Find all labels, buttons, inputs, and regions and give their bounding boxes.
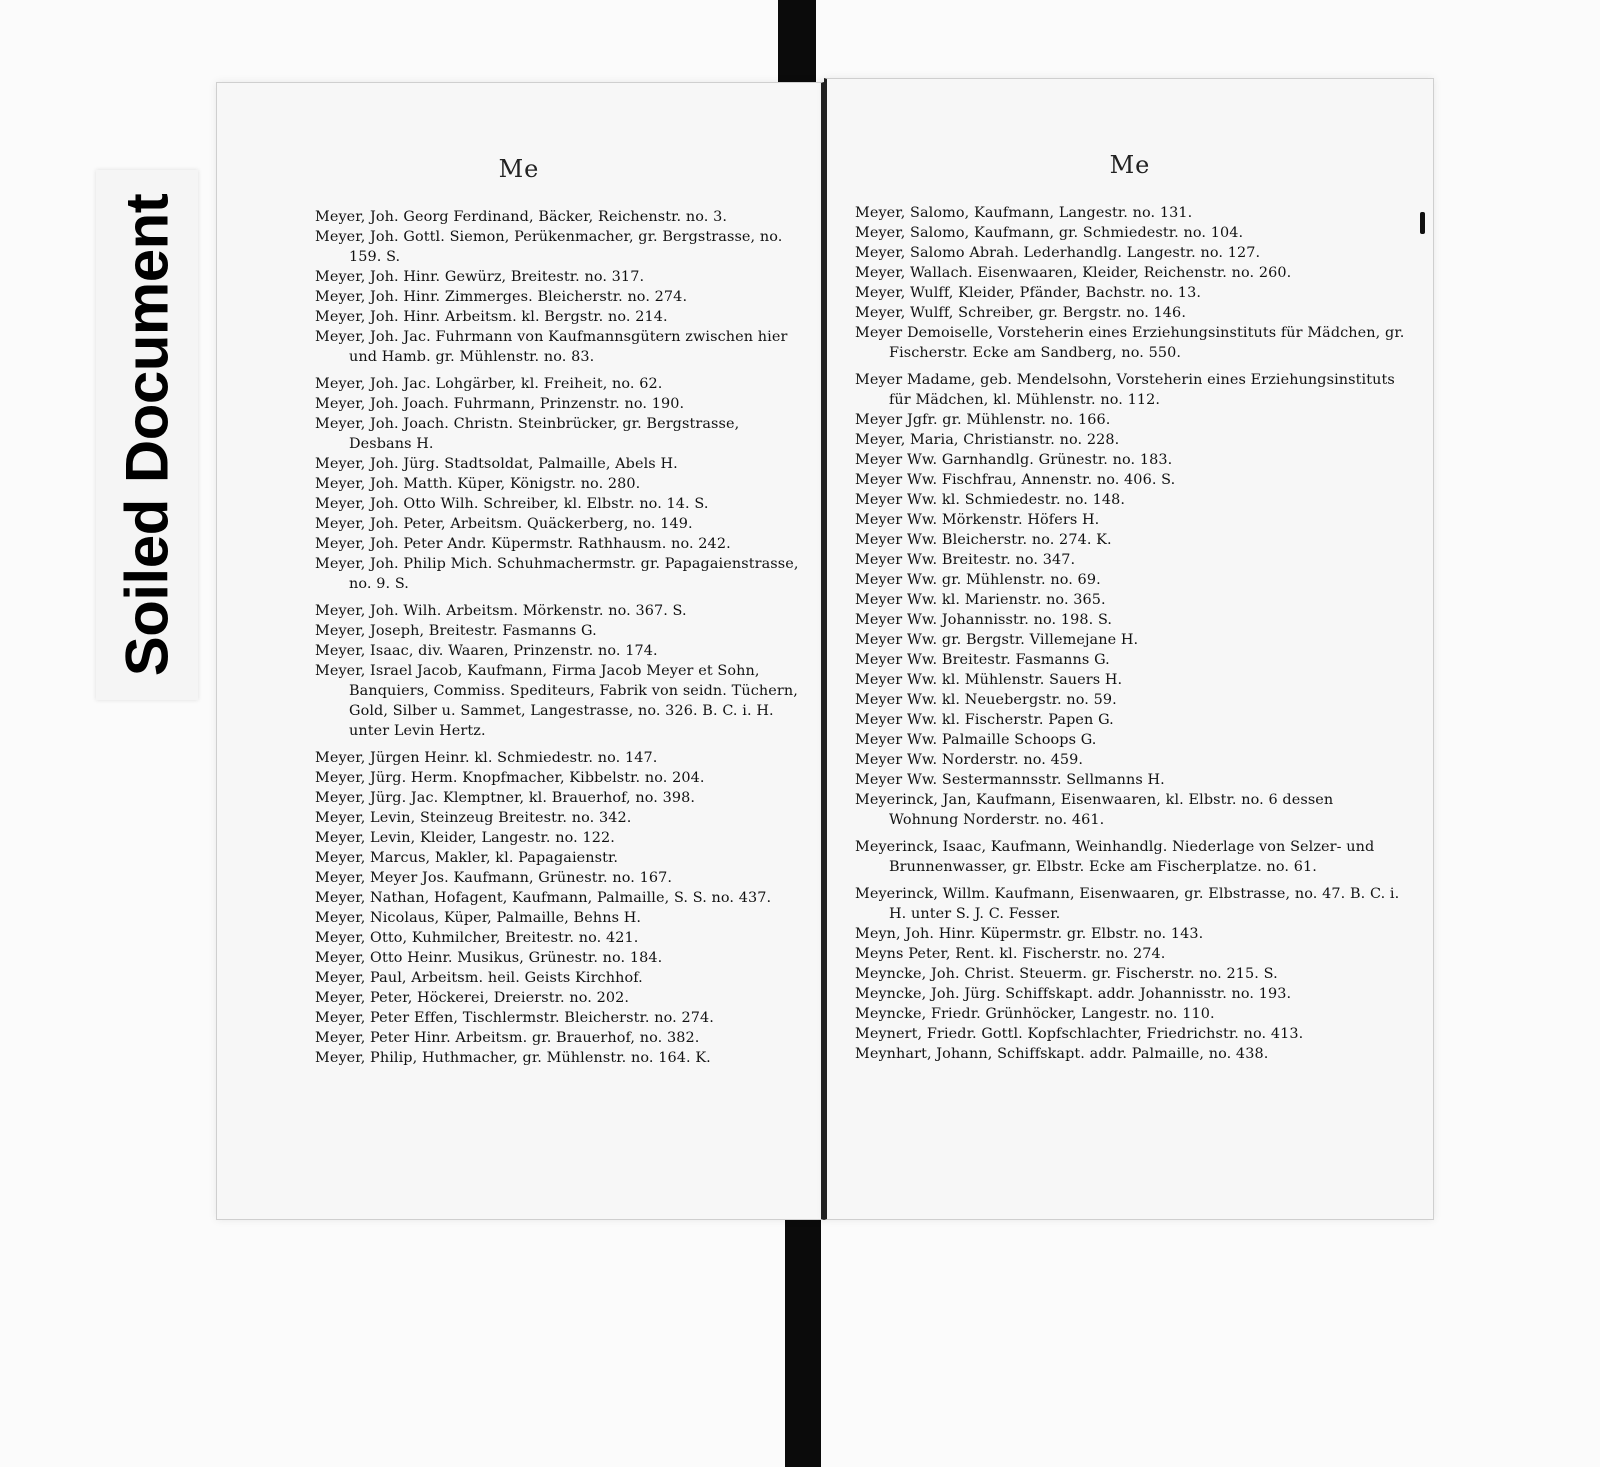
right-page <box>824 78 1434 1220</box>
directory-entry: Meyer, Wallach. Eisenwaaren, Kleider, Reichenstr. no. 260. <box>855 265 1292 281</box>
directory-entry: Meyer, Joh. Gottl. Siemon, Perükenmacher, gr. Bergstrasse, no. 159. S. <box>315 229 783 265</box>
directory-entry: Meyer, Salomo, Kaufmann, Langestr. no. 131. <box>855 205 1193 221</box>
directory-entry: Meyer, Meyer Jos. Kaufmann, Grünestr. no. 167. <box>315 870 673 886</box>
directory-entry: Meyer Madame, geb. Mendelsohn, Vorsteherin eines Erziehungsinstituts für Mädchen, kl. Mühlenstr. no. 112. <box>855 372 1395 408</box>
directory-entry: Meyer, Otto Heinr. Musikus, Grünestr. no. 184. <box>315 950 663 966</box>
directory-entry: Meyer Ww. Garnhandlg. Grünestr. no. 183. <box>855 452 1173 468</box>
directory-entry: Meyer, Joh. Hinr. Zimmerges. Bleicherstr. no. 274. <box>315 289 688 305</box>
directory-entry: Meyer, Maria, Christianstr. no. 228. <box>855 432 1120 448</box>
right-entry-list <box>855 203 1407 1064</box>
directory-entry: Meyer, Joh. Georg Ferdinand, Bäcker, Reichenstr. no. 3. <box>315 209 728 225</box>
directory-entry: Meyer Ww. Fischfrau, Annenstr. no. 406. S. <box>855 472 1176 488</box>
directory-entry: Meyer, Jürgen Heinr. kl. Schmiedestr. no. 147. <box>315 750 658 766</box>
directory-entry: Meyer Jgfr. gr. Mühlenstr. no. 166. <box>855 412 1111 428</box>
directory-entry: Meyer, Peter Hinr. Arbeitsm. gr. Brauerhof, no. 382. <box>315 1030 700 1046</box>
directory-entry: Meyer Ww. gr. Bergstr. Villemejane H. <box>855 632 1139 648</box>
left-page <box>216 82 824 1220</box>
directory-entry: Meyns Peter, Rent. kl. Fischerstr. no. 274. <box>855 946 1166 962</box>
right-page-header: Me <box>1109 151 1151 179</box>
directory-entry: Meyer, Joh. Philip Mich. Schuhmachermstr. gr. Papagaienstrasse, no. 9. S. <box>315 556 799 592</box>
directory-entry: Meyer Ww. Bleicherstr. no. 274. K. <box>855 532 1112 548</box>
directory-entry: Meyer Ww. Breitestr. no. 347. <box>855 552 1076 568</box>
directory-entry: Meyer, Isaac, div. Waaren, Prinzenstr. no. 174. <box>315 643 658 659</box>
directory-entry: Meyer, Salomo, Kaufmann, gr. Schmiedestr. no. 104. <box>855 225 1244 241</box>
directory-entry: Meyer, Joh. Jac. Lohgärber, kl. Freiheit, no. 62. <box>315 376 663 392</box>
directory-entry: Meyer, Joh. Hinr. Arbeitsm. kl. Bergstr. no. 214. <box>315 309 668 325</box>
directory-entry: Meyer Ww. Breitestr. Fasmanns G. <box>855 652 1110 668</box>
directory-entry: Meyn, Joh. Hinr. Küpermstr. gr. Elbstr. no. 143. <box>855 926 1204 942</box>
directory-entry: Meyer, Joh. Joach. Fuhrmann, Prinzenstr. no. 190. <box>315 396 685 412</box>
directory-entry: Meynert, Friedr. Gottl. Kopfschlachter, Friedrichstr. no. 413. <box>855 1026 1304 1042</box>
directory-entry: Meyncke, Friedr. Grünhöcker, Langestr. no. 110. <box>855 1006 1215 1022</box>
directory-entry: Meyer Ww. Norderstr. no. 459. <box>855 752 1084 768</box>
directory-entry: Meyer, Joh. Joach. Christn. Steinbrücker, gr. Bergstrasse, Desbans H. <box>315 416 740 452</box>
directory-entry: Meyer, Levin, Kleider, Langestr. no. 122. <box>315 830 615 846</box>
directory-entry: Meyer, Israel Jacob, Kaufmann, Firma Jacob Meyer et Sohn, Banquiers, Commiss. Spediteurs, Fabrik von seidn. Tüchern, Gold, Silber u. Sammet, Langestrasse, no. 326. B. C. i. H. unter Levin Hertz. <box>315 663 798 739</box>
directory-entry: Meyer, Jürg. Jac. Klemptner, kl. Brauerhof, no. 398. <box>315 790 696 806</box>
binding-strip-bottom <box>785 1210 821 1467</box>
directory-entry: Meyerinck, Isaac, Kaufmann, Weinhandlg. Niederlage von Selzer- und Brunnenwasser, gr. Elbstr. Ecke am Fischerplatze. no. 61. <box>855 839 1375 875</box>
directory-entry: Meyncke, Joh. Jürg. Schiffskapt. addr. Johannisstr. no. 193. <box>855 986 1292 1002</box>
binding-strip-top <box>778 0 816 82</box>
directory-entry: Meyer Ww. Palmaille Schoops G. <box>855 732 1097 748</box>
directory-entry: Meyer, Wulff, Kleider, Pfänder, Bachstr. no. 13. <box>855 285 1201 301</box>
directory-entry: Meyer, Joseph, Breitestr. Fasmanns G. <box>315 623 597 639</box>
directory-entry: Meyer Ww. kl. Mühlenstr. Sauers H. <box>855 672 1123 688</box>
directory-entry: Meyer Ww. kl. Neuebergstr. no. 59. <box>855 692 1117 708</box>
directory-entry: Meyer, Joh. Peter, Arbeitsm. Quäckerberg, no. 149. <box>315 516 693 532</box>
directory-entry: Meyer, Jürg. Herm. Knopfmacher, Kibbelstr. no. 204. <box>315 770 705 786</box>
stamp-label: Soiled Document <box>113 193 181 677</box>
directory-entry: Meyer, Joh. Hinr. Gewürz, Breitestr. no. 317. <box>315 269 645 285</box>
directory-entry: Meyer, Joh. Jürg. Stadtsoldat, Palmaille, Abels H. <box>315 456 678 472</box>
directory-entry: Meyer, Marcus, Makler, kl. Papagaienstr. <box>315 850 619 866</box>
directory-entry: Meyer Ww. kl. Fischerstr. Papen G. <box>855 712 1114 728</box>
directory-entry: Meyer Ww. Mörkenstr. Höfers H. <box>855 512 1100 528</box>
directory-entry: Meyer, Philip, Huthmacher, gr. Mühlenstr. no. 164. K. <box>315 1050 711 1066</box>
soiled-document-stamp <box>96 170 198 700</box>
directory-entry: Meyer, Joh. Matth. Küper, Königstr. no. 280. <box>315 476 641 492</box>
directory-entry: Meyer, Paul, Arbeitsm. heil. Geists Kirchhof. <box>315 970 643 986</box>
directory-entry: Meyer Ww. Johannisstr. no. 198. S. <box>855 612 1113 628</box>
directory-entry: Meyncke, Joh. Christ. Steuerm. gr. Fischerstr. no. 215. S. <box>855 966 1278 982</box>
directory-entry: Meyer, Nicolaus, Küper, Palmaille, Behns H. <box>315 910 642 926</box>
directory-entry: Meynhart, Johann, Schiffskapt. addr. Palmaille, no. 438. <box>855 1046 1269 1062</box>
directory-entry: Meyerinck, Jan, Kaufmann, Eisenwaaren, kl. Elbstr. no. 6 dessen Wohnung Norderstr. no. 461. <box>855 792 1334 828</box>
directory-entry: Meyerinck, Willm. Kaufmann, Eisenwaaren, gr. Elbstrasse, no. 47. B. C. i. H. unter S. J. C. Fesser. <box>855 886 1400 922</box>
directory-entry: Meyer, Nathan, Hofagent, Kaufmann, Palmaille, S. S. no. 437. <box>315 890 772 906</box>
directory-entry: Meyer, Joh. Otto Wilh. Schreiber, kl. Elbstr. no. 14. S. <box>315 496 709 512</box>
directory-entry: Meyer, Otto, Kuhmilcher, Breitestr. no. 421. <box>315 930 639 946</box>
directory-entry: Meyer, Joh. Jac. Fuhrmann von Kaufmannsgütern zwischen hier und Hamb. gr. Mühlenstr. no. 83. <box>315 329 788 365</box>
directory-entry: Meyer Ww. kl. Schmiedestr. no. 148. <box>855 492 1126 508</box>
directory-entry: Meyer, Salomo Abrah. Lederhandlg. Langestr. no. 127. <box>855 245 1261 261</box>
left-page-header: Me <box>498 155 540 183</box>
directory-entry: Meyer, Peter Effen, Tischlermstr. Bleicherstr. no. 274. <box>315 1010 714 1026</box>
directory-entry: Meyer Ww. kl. Marienstr. no. 365. <box>855 592 1106 608</box>
directory-entry: Meyer Ww. gr. Mühlenstr. no. 69. <box>855 572 1101 588</box>
left-entry-list <box>315 207 799 1068</box>
directory-entry: Meyer, Joh. Wilh. Arbeitsm. Mörkenstr. no. 367. S. <box>315 603 687 619</box>
ink-mark <box>1420 212 1425 234</box>
directory-entry: Meyer, Levin, Steinzeug Breitestr. no. 342. <box>315 810 632 826</box>
directory-entry: Meyer, Joh. Peter Andr. Küpermstr. Rathhausm. no. 242. <box>315 536 731 552</box>
directory-entry: Meyer Demoiselle, Vorsteherin eines Erziehungsinstituts für Mädchen, gr. Fischerstr. Ecke am Sandberg, no. 550. <box>855 325 1405 361</box>
directory-entry: Meyer Ww. Sestermannsstr. Sellmanns H. <box>855 772 1165 788</box>
directory-entry: Meyer, Peter, Höckerei, Dreierstr. no. 202. <box>315 990 630 1006</box>
directory-entry: Meyer, Wulff, Schreiber, gr. Bergstr. no. 146. <box>855 305 1186 321</box>
